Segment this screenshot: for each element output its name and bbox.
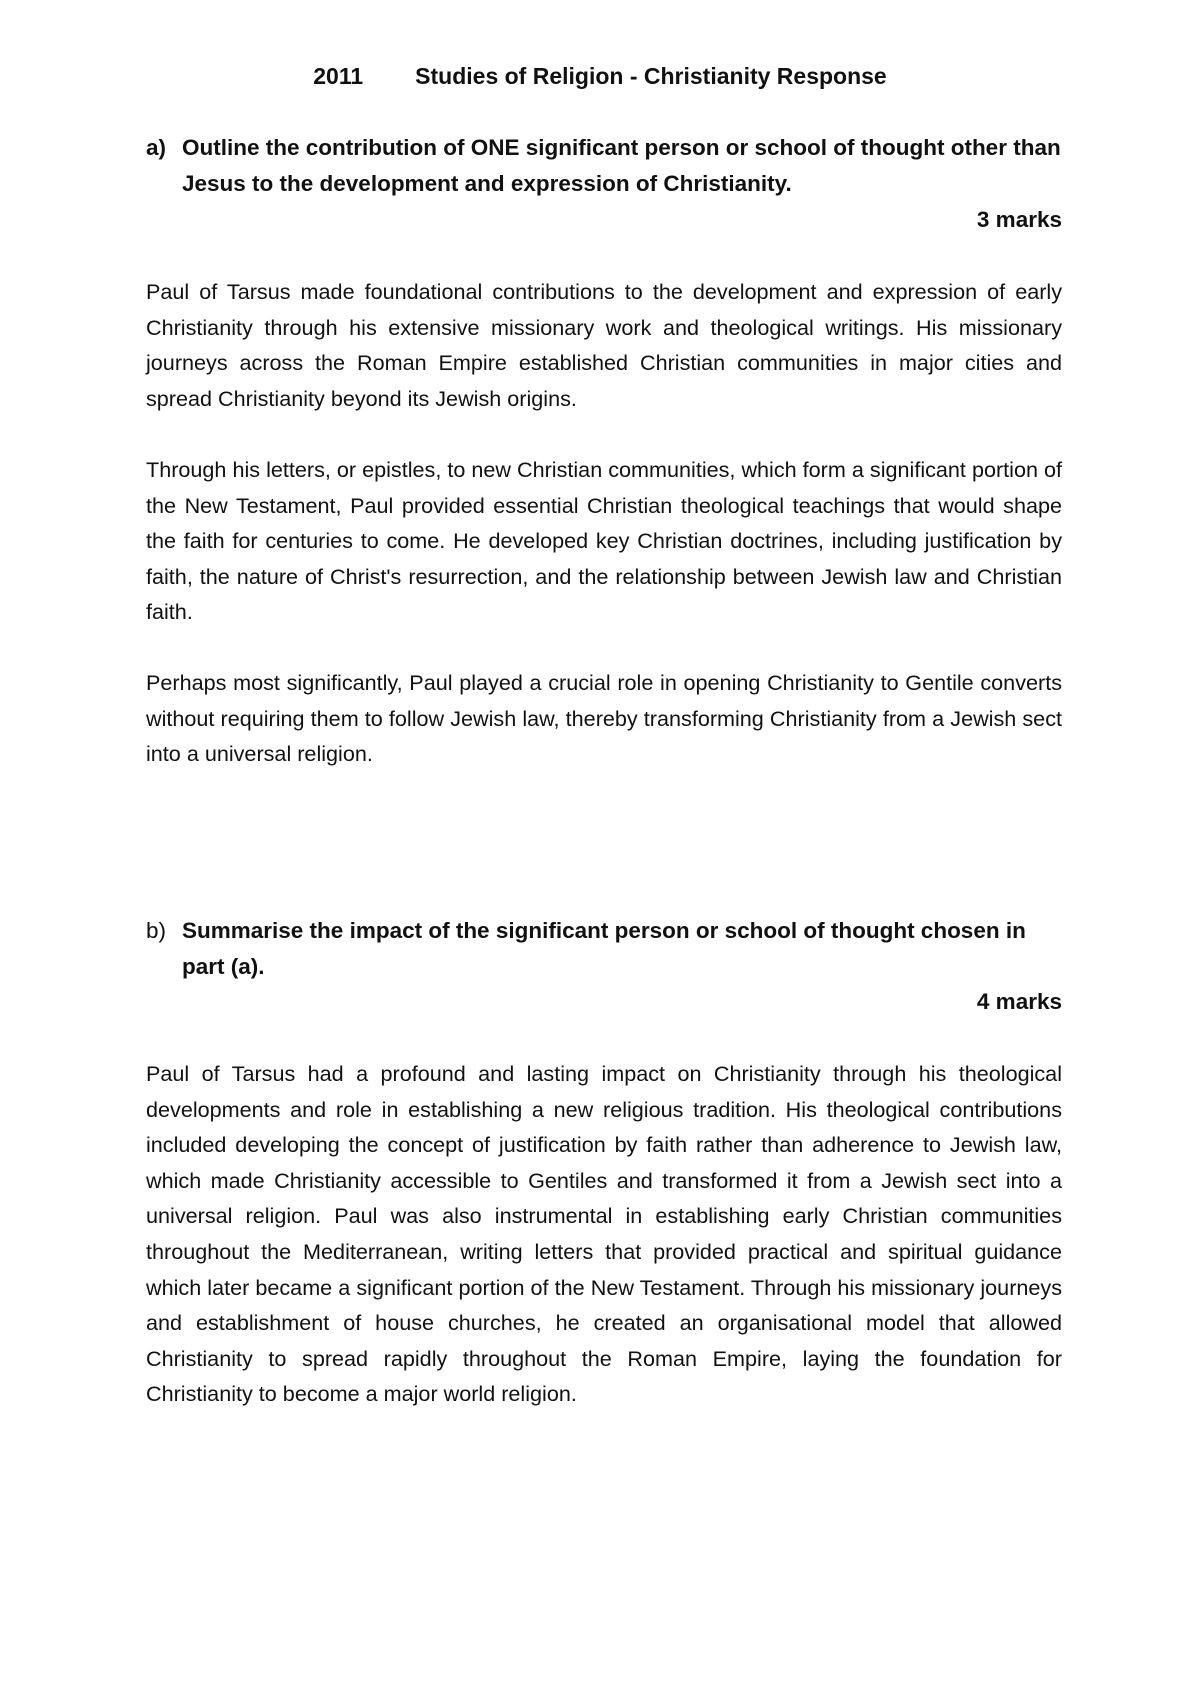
title-text: Studies of Religion - Christianity Response <box>415 63 887 89</box>
title-year: 2011 <box>313 63 364 89</box>
question-b <box>146 913 1062 985</box>
question-a-prompt: Outline the contribution of ONE significant person or school of thought other than Jesus to the development and expression of Christianity. <box>182 135 1061 196</box>
question-b-letter: b) <box>146 918 167 943</box>
question-a-letter: a) <box>146 135 167 160</box>
answer-a-paragraph-3: Perhaps most significantly, Paul played a crucial role in opening Christianity to Gentile converts without requiring them to follow Jewish law, thereby transforming Christianity from a Jewish sect into a universal religion. <box>146 670 1062 767</box>
question-a-marks: 3 marks <box>976 207 1062 232</box>
question-b-prompt: Summarise the impact of the significant person or school of thought chosen in part (a). <box>182 918 1026 979</box>
answer-b-paragraph-1: Paul of Tarsus had a profound and lasting impact on Christianity through his theological developments and role in establishing a new religious tradition. His theological contributions included developing the concept of justification by faith rather than adherence to Jewish law, which made Christianity accessible to Gentiles and transformed it from a Jewish sect into a universal religion. Paul was also instrumental in establishing early Christian communities throughout the Mediterranean, writing letters that provided practical and spiritual guidance which later became a significant portion of the New Testament. Through his missionary journeys and establishment of house churches, he created an organisational model that allowed Christianity to spread rapidly throughout the Roman Empire, laying the foundation for Christianity to become a major world religion. <box>146 1061 1062 1407</box>
question-a <box>146 130 1062 202</box>
answer-a-paragraph-1: Paul of Tarsus made foundational contributions to the development and expression of early Christianity through his extensive missionary work and theological writings. His missionary journeys across the Roman Empire established Christian communities in major cities and spread Christianity beyond its Jewish origins. <box>146 279 1062 411</box>
answer-a-paragraph-2: Through his letters, or epistles, to new Christian communities, which form a significant portion of the New Testament, Paul provided essential Christian theological teachings that would shape the faith for centuries to come. He developed key Christian doctrines, including justification by faith, the nature of Christ's resurrection, and the relationship between Jewish law and Christian faith. <box>146 457 1062 625</box>
page-title <box>0 58 1200 94</box>
question-b-marks: 4 marks <box>976 989 1062 1014</box>
